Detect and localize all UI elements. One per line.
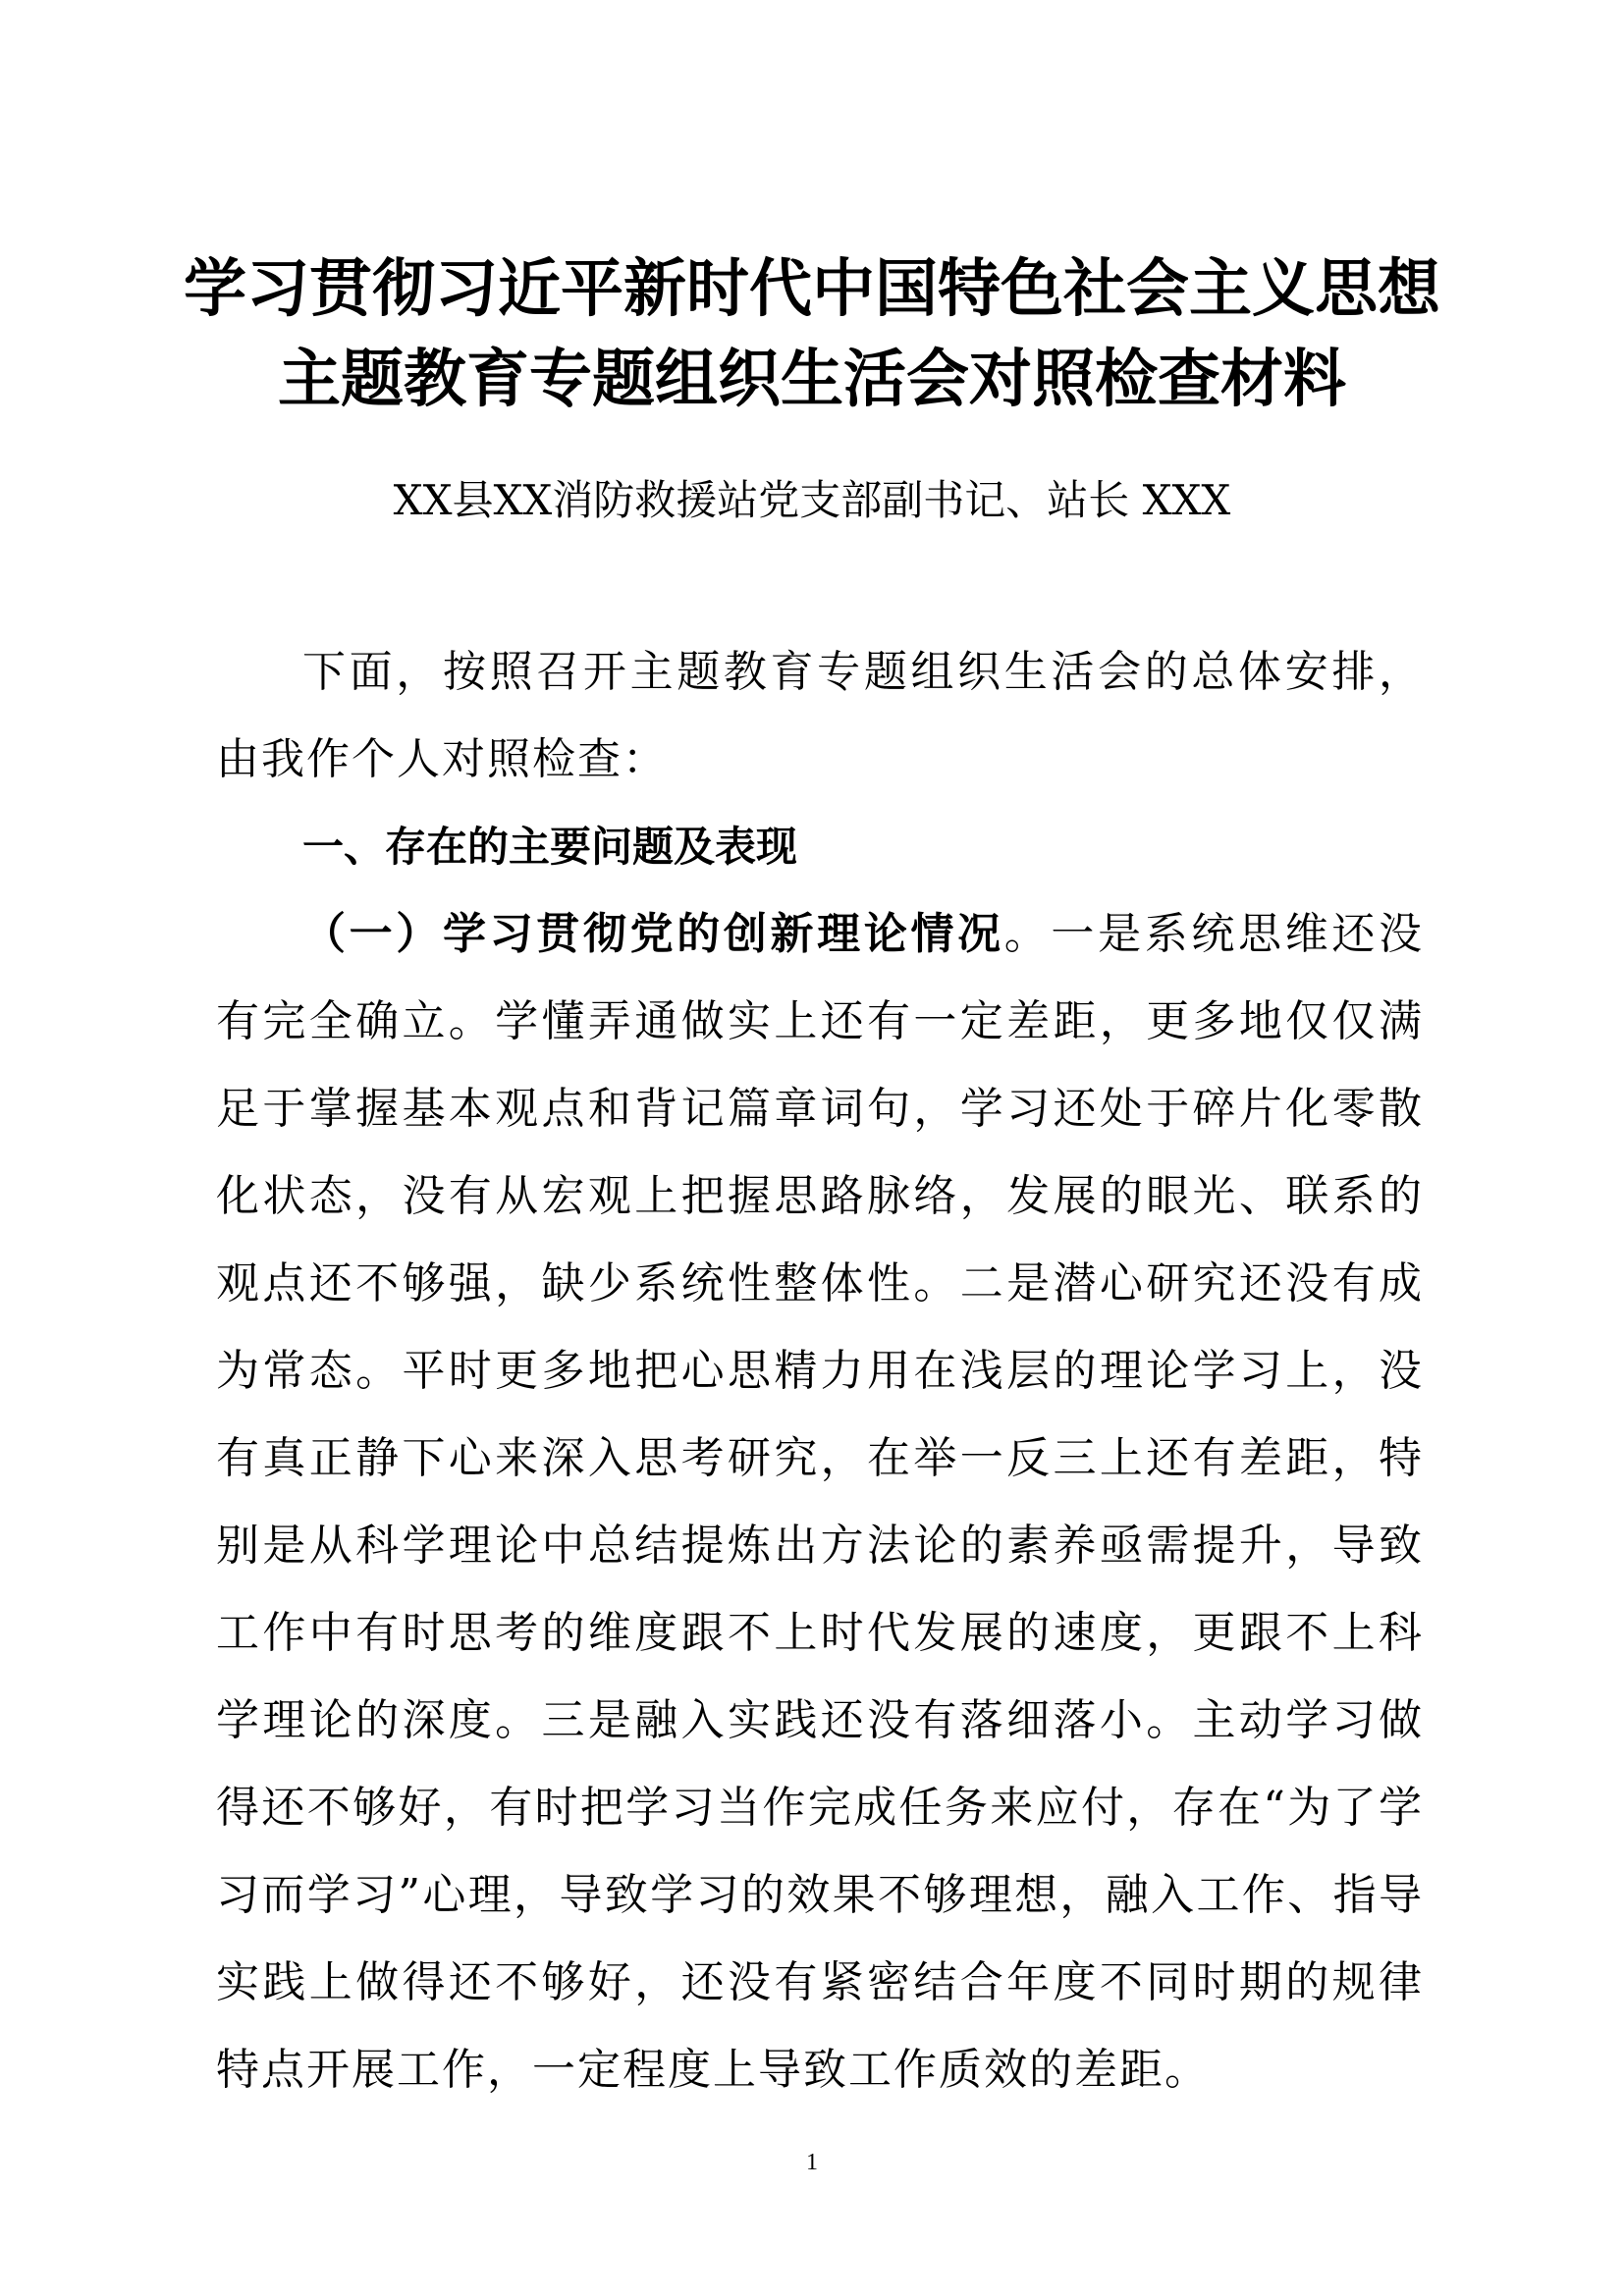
section-1-heading: 一、存在的主要问题及表现 <box>302 823 798 871</box>
document-title-line-2: 主题教育专题组织生活会对照检查材料 <box>278 343 1346 416</box>
document-title-line-1: 学习贯彻习近平新时代中国特色社会主义思想 <box>184 252 1440 326</box>
intro-paragraph: 下面，按照召开主题教育专题组织生活会的总体安排，由我作个人对照检查： <box>216 647 1424 784</box>
subsection-1-paragraph <box>216 890 1424 2113</box>
document-body <box>216 628 1424 2113</box>
subsection-1-lead: （一）学习贯彻党的创新理论情况 <box>302 909 1004 959</box>
page-number: 1 <box>806 2150 818 2175</box>
author-line: XX县XX消防救援站党支部副书记、站长 XXX <box>393 476 1231 524</box>
subsection-1-body: 。一是系统思维还没有完全确立。学懂弄通做实上还有一定差距，更多地仅仅满足于掌握基本观点和背记篇章词句，学习还处于碎片化零散化状态，没有从宏观上把握思路脉络，发展的眼光、联系的观点还不够强，缺少系统性整体性。二是潜心研究还没有成为常态。平时更多地把心思精力用在浅层的理论学习上，没有真正静下心来深入思考研究，在举一反三上还有差距，特别是从科学理论中总结提炼出方法论的素养亟需提升，导致工作中有时思考的维度跟不上时代发展的速度，更跟不上科学理论的深度。三是融入实践还没有落细落小。主动学习做得还不够好，有时把学习当作完成任务来应付，存在“为了学习而学习”心理，导致学习的效果不够理想，融入工作、指导实践上做得还不够好，还没有紧密结合年度不同时期的规律特点开展工作，一定程度上导致工作质效的差距。 <box>216 909 1424 2095</box>
